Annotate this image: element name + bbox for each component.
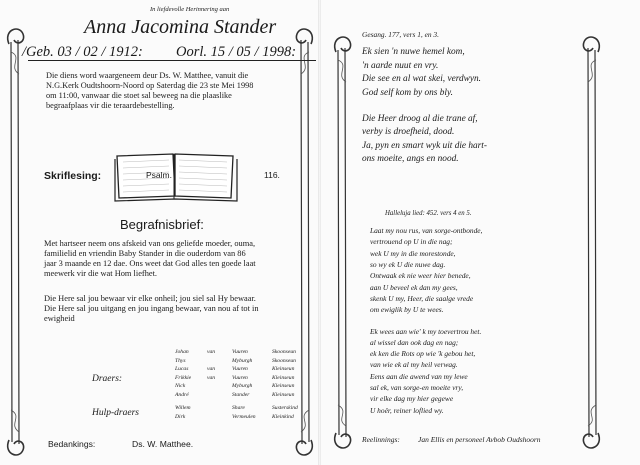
thanks-label: Bedankings: — [48, 439, 96, 449]
letter-line: familielid en vriendin Baby Stander in die ouderdom van 86 — [44, 249, 246, 258]
hymn-line: God self kom by ons bly. — [362, 87, 453, 98]
helper-cell: Willem — [175, 405, 191, 411]
song-line: al wissel dan ook dag en nag; — [370, 337, 459, 347]
bearer-cell: Kleinseun — [272, 366, 295, 373]
service-line: Die diens word waargeneem deur Ds. W. Matthee, vanuit die — [46, 71, 249, 80]
letter-line: jaar 3 maande en 12 dae. Ons weet dat God alles ten goede laat — [44, 259, 256, 268]
song-line: Laat my nou rus, van sorge-ontbonde, — [370, 226, 483, 235]
bearer-cell: André — [175, 392, 189, 398]
hymn-line: Ek sien 'n nuwe hemel kom, — [362, 47, 465, 57]
arrangements-label: Reelinnings: — [362, 435, 400, 444]
helpers-label: Hulp-draers — [92, 408, 139, 418]
hymn-line: 'n aarde nuut en vry. — [362, 60, 439, 71]
song-line: Ek wees aan wie' k my toevertrou het. — [370, 326, 482, 336]
left-page-right-scroll-ornament — [291, 22, 317, 462]
bearer-cell: Nick — [175, 383, 186, 390]
song-line: U hoër, reiner loflied wy. — [370, 405, 444, 415]
bearer-cell: Stander — [232, 392, 250, 398]
song-line: wek U my in die morestonde, — [370, 248, 456, 258]
bearer-cell: Vuuren — [232, 366, 248, 373]
bearer-cell: Skoonseun — [272, 357, 296, 364]
song-line: ek ken die Rots op wie 'k gebou het, — [370, 349, 476, 359]
left-scroll-ornament — [3, 22, 29, 462]
song-title: Halleluja lied: 452. vers 4 en 5. — [385, 210, 472, 217]
service-details — [46, 71, 253, 111]
bearer-cell: Thys — [175, 357, 186, 364]
bearer-cell: Vuuren — [232, 349, 248, 355]
scripture-label: Skriflesing: — [44, 170, 102, 182]
song-line: so wy ek U die nuwe dag. — [370, 259, 446, 269]
open-bible-icon — [113, 150, 239, 202]
helper-cell: Dirk — [175, 413, 186, 420]
service-line: om 11:00, vanwaar die stoet sal beweeg na die plaaslike — [46, 91, 232, 100]
bearer-cell: Johan — [175, 349, 189, 355]
bearer-cell: Lucas — [175, 366, 189, 373]
date-underline — [28, 60, 316, 61]
bearer-cell: van — [207, 349, 216, 355]
helper-cell: Kleinkind — [272, 413, 294, 420]
hymn-line: Die see en al wat skei, verdwyn. — [362, 74, 481, 85]
bearer-cell: Kleinseun — [272, 383, 295, 390]
bearer-cell: Frikkie — [175, 374, 192, 381]
deceased-name: Anna Jacomina Stander — [84, 16, 277, 38]
bearers-label: Draers: — [92, 374, 123, 384]
letter-line: Met hartseer neem ons afskeid van ons geliefde moeder, ouma, — [44, 239, 256, 248]
song-line: Ontwaak ek nie weer hier benede, — [370, 271, 471, 281]
bearer-cell: van — [207, 374, 216, 381]
bearer-cell: Myburgh — [232, 383, 253, 390]
bearer-cell: Kleinseun — [272, 392, 295, 398]
birth-date: /Geb. 03 / 02 / 1912: — [22, 44, 143, 60]
bearer-cell: Vuuren — [232, 374, 248, 381]
hymn-line: Die Heer droog al die trane af, — [362, 113, 478, 124]
death-date: Oorl. 15 / 05 / 1998: — [176, 44, 297, 60]
song-line: om ewiglik by U te wees. — [370, 305, 444, 315]
service-line: N.G.Kerk Oudtshoorn-Noord op Saterdag die 23 ste Mei 1998 — [46, 81, 254, 90]
letter-line: meewerk vir die wat Hom liefhet. — [44, 269, 158, 278]
song-line: van wie ek al my heil verwag. — [370, 360, 458, 370]
hymn-line: verby is droefheid, dood. — [362, 127, 455, 138]
bearer-cell: van — [207, 366, 216, 373]
letter-heading: Begrafnisbrief: — [120, 217, 204, 232]
song-line: aan U beveel ek dan my gees, — [370, 282, 458, 292]
hymn-title: Gesang. 177, vers 1, en 3. — [362, 30, 439, 39]
hymn-line: ons moeite, angs en nood. — [362, 154, 459, 165]
right-scroll-ornament — [578, 30, 604, 455]
arrangements-text: Jan Ellis en personeel Avbob Oudshoorn — [418, 435, 541, 444]
scripture-number: 116. — [264, 170, 280, 180]
song-line: vir elke dag my hier gegewe — [370, 394, 454, 404]
funeral-letter — [44, 239, 256, 279]
right-page-left-scroll-ornament — [330, 30, 356, 455]
memorial-intro: In liefdevolle Herinnering aan — [150, 6, 230, 13]
blessing-line: Die Here sal jou bewaar vir elke onheil; jou siel sal Hy bewaar. — [44, 294, 256, 303]
helper-cell: Vermeulen — [232, 413, 256, 420]
page-fold — [318, 0, 321, 465]
hymn-line: Ja, pyn en smart wyk uit die hart- — [362, 140, 487, 151]
song-line: Eens aan die awend van my lewe — [370, 371, 468, 381]
blessing-line: ewigheid — [44, 314, 75, 323]
scripture-book: Psalm. — [146, 170, 172, 180]
service-line: begraafplaas vir die teraardebestelling. — [46, 101, 175, 110]
song-line: vertrouend op U in die nag; — [370, 237, 453, 247]
bearer-cell: Kleinseun — [272, 374, 295, 381]
helper-cell: Susterskind — [272, 405, 298, 411]
bearer-cell: Myburgh — [232, 357, 253, 364]
song-line: skenk U my, Heer, die saalge vrede — [370, 293, 474, 303]
song-line: sal ek, van sorge-en moeite vry, — [370, 383, 464, 393]
bearer-cell: Skoonseun — [272, 349, 296, 355]
blessing-text — [44, 294, 259, 324]
blessing-line: Die Here sal jou uitgang en jou ingang bewaar, van nou af tot in — [44, 304, 259, 313]
helper-cell: Share — [232, 405, 245, 411]
thanks-name: Ds. W. Matthee. — [132, 439, 194, 449]
